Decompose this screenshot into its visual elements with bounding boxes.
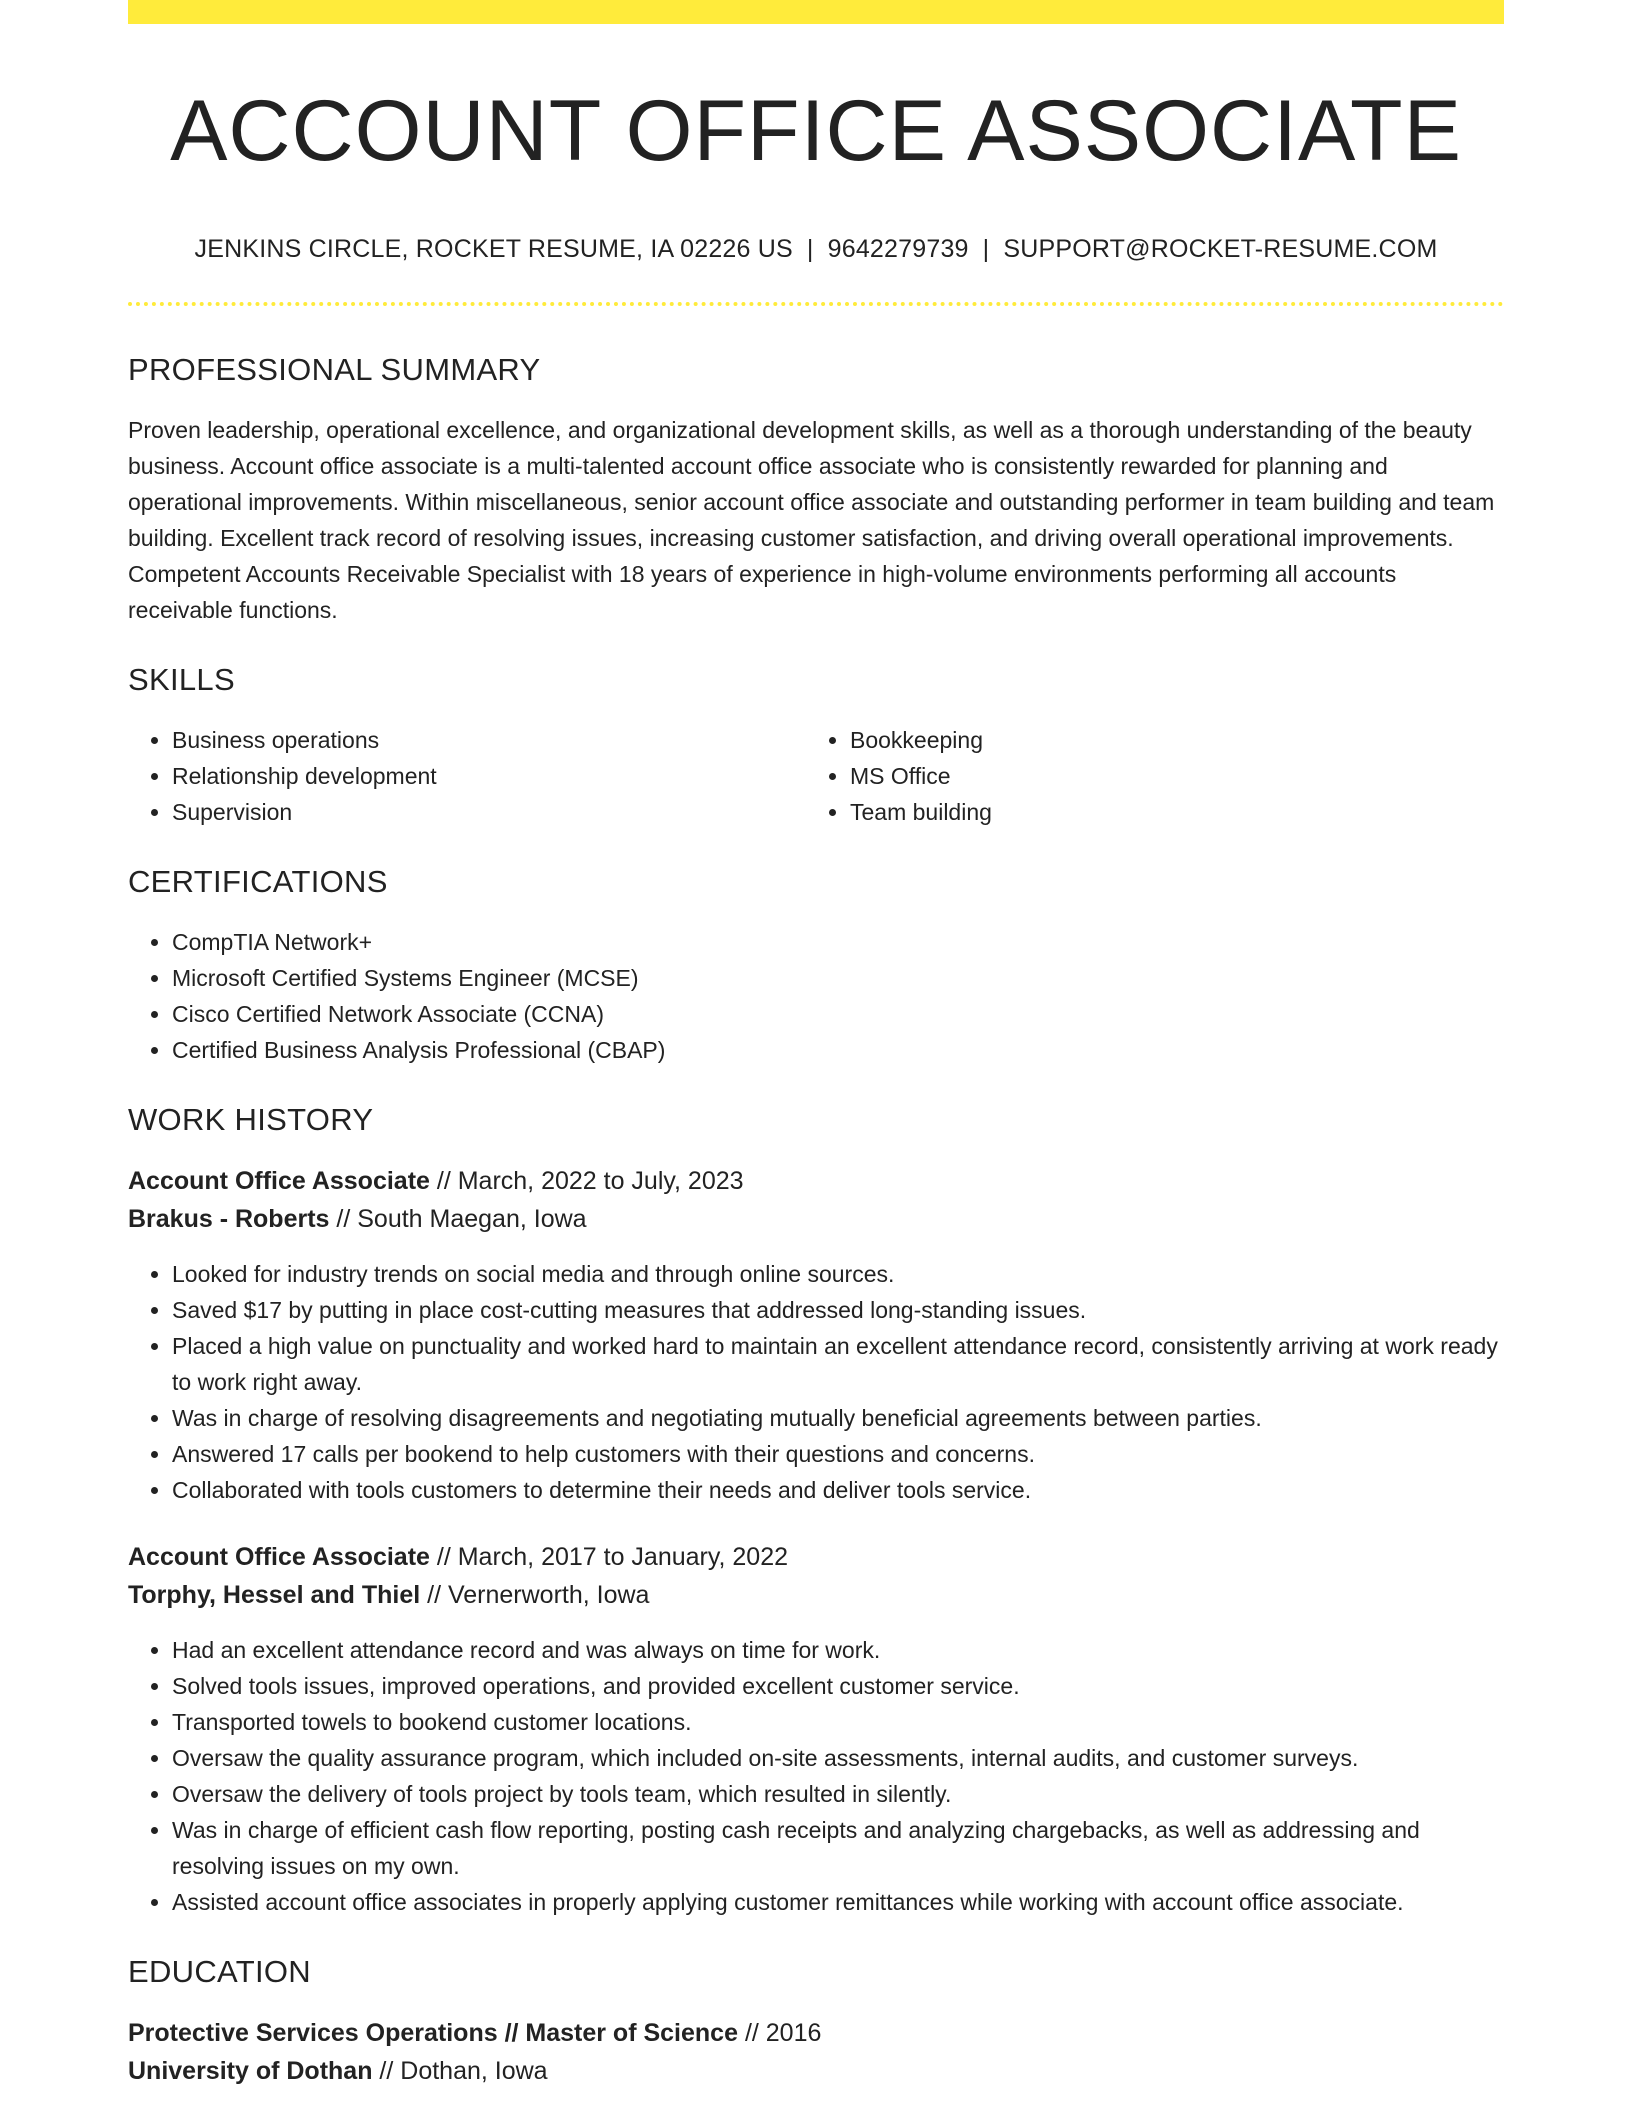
duty-item: • Transported towels to bookend customer locations.: [172, 1704, 1504, 1740]
job-location: // Vernerworth, Iowa: [420, 1580, 650, 1609]
job-company: Brakus - Roberts: [128, 1204, 330, 1233]
duty-item: • Solved tools issues, improved operations, and provided excellent customer service.: [172, 1668, 1504, 1704]
skills-heading: SKILLS: [128, 661, 235, 697]
contact-email: SUPPORT@ROCKET-RESUME.COM: [1003, 234, 1438, 263]
resume-page: [128, 0, 1504, 2090]
certification-item: • CompTIA Network+: [172, 924, 1504, 960]
job-duties-list: [128, 1256, 1504, 1508]
education-year: // 2016: [738, 2018, 822, 2047]
duty-item: • Placed a high value on punctuality and worked hard to maintain an excellent attendance record, consistently arriving at work ready to work right away.: [172, 1328, 1504, 1400]
contact-address: JENKINS CIRCLE, ROCKET RESUME, IA 02226 US: [194, 234, 793, 263]
education-school-line: [128, 2052, 1504, 2090]
contact-separator: |: [806, 234, 814, 263]
skills-list: [128, 722, 1504, 830]
duty-item: • Had an excellent attendance record and was always on time for work.: [172, 1632, 1504, 1668]
job-role: Account Office Associate: [128, 1542, 430, 1571]
duty-item: • Answered 17 calls per bookend to help customers with their questions and concerns.: [172, 1436, 1504, 1472]
duty-item: • Collaborated with tools customers to determine their needs and deliver tools service.: [172, 1472, 1504, 1508]
duty-item: • Was in charge of efficient cash flow reporting, posting cash receipts and analyzing chargebacks, as well as addressing and resolving issues on my own.: [172, 1812, 1504, 1884]
duty-item: • Oversaw the quality assurance program, which included on-site assessments, internal audits, and customer surveys.: [172, 1740, 1504, 1776]
duty-item: • Looked for industry trends on social media and through online sources.: [172, 1256, 1504, 1292]
education-location: // Dothan, Iowa: [372, 2056, 548, 2085]
job-dates: // March, 2022 to July, 2023: [429, 1166, 744, 1195]
education-degree-line: [128, 2014, 1504, 2052]
certification-item: • Microsoft Certified Systems Engineer (MCSE): [172, 960, 1504, 996]
skill-item: • MS Office: [850, 758, 1484, 794]
certifications-list: [128, 924, 1504, 1068]
skill-item: • Bookkeeping: [850, 722, 1484, 758]
job-dates: // March, 2017 to January, 2022: [429, 1542, 789, 1571]
duty-item: • Assisted account office associates in properly applying customer remittances while working with account office associate.: [172, 1884, 1504, 1920]
education-degree: Protective Services Operations // Master of Science: [128, 2018, 738, 2047]
duty-item: • Saved $17 by putting in place cost-cutting measures that addressed long-standing issues.: [172, 1292, 1504, 1328]
skill-item: • Relationship development: [172, 758, 806, 794]
job-company-line: [128, 1200, 1504, 1238]
certification-item: • Certified Business Analysis Professional (CBAP): [172, 1032, 1504, 1068]
education-school: University of Dothan: [128, 2056, 373, 2085]
education-heading: EDUCATION: [128, 1953, 311, 1989]
job-location: // South Maegan, Iowa: [329, 1204, 587, 1233]
job-role: Account Office Associate: [128, 1166, 430, 1195]
job-duties-list: [128, 1632, 1504, 1920]
skill-item: • Team building: [850, 794, 1484, 830]
header-divider: [128, 302, 1504, 306]
summary-heading: PROFESSIONAL SUMMARY: [128, 351, 541, 387]
resume-name: ACCOUNT OFFICE ASSOCIATE: [170, 83, 1462, 179]
duty-item: • Was in charge of resolving disagreements and negotiating mutually beneficial agreements between parties.: [172, 1400, 1504, 1436]
summary-text: Proven leadership, operational excellence, and organizational development skills, as well as a thorough understanding of the beauty business. Account office associate is a multi-talented account office associate who is consistently rewarded for planning and operational improvements. Within miscellaneous, senior account office associate and outstanding performer in team building and team building. Excellent track record of resolving issues, increasing customer satisfaction, and driving overall operational improvements. Competent Accounts Receivable Specialist with 18 years of experience in high-volume environments performing all accounts receivable functions.: [128, 416, 1495, 623]
job-title-line: [128, 1538, 1504, 1576]
education-entry: [128, 2014, 1504, 2090]
job-title-line: [128, 1162, 1504, 1200]
skills-column-right: [806, 722, 1484, 830]
work-history-heading: WORK HISTORY: [128, 1101, 374, 1137]
skills-column-left: [128, 722, 806, 830]
contact-phone: 9642279739: [827, 234, 969, 263]
job-company-line: [128, 1576, 1504, 1614]
contact-line: [128, 235, 1504, 264]
certifications-heading: CERTIFICATIONS: [128, 863, 388, 899]
duty-item: • Oversaw the delivery of tools project by tools team, which resulted in silently.: [172, 1776, 1504, 1812]
job-header: [128, 1162, 1504, 1238]
job-company: Torphy, Hessel and Thiel: [128, 1580, 421, 1609]
skill-item: • Business operations: [172, 722, 806, 758]
contact-separator: |: [982, 234, 990, 263]
top-accent-bar: [128, 0, 1504, 24]
certification-item: • Cisco Certified Network Associate (CCNA): [172, 996, 1504, 1032]
job-header: [128, 1538, 1504, 1614]
skill-item: • Supervision: [172, 794, 806, 830]
